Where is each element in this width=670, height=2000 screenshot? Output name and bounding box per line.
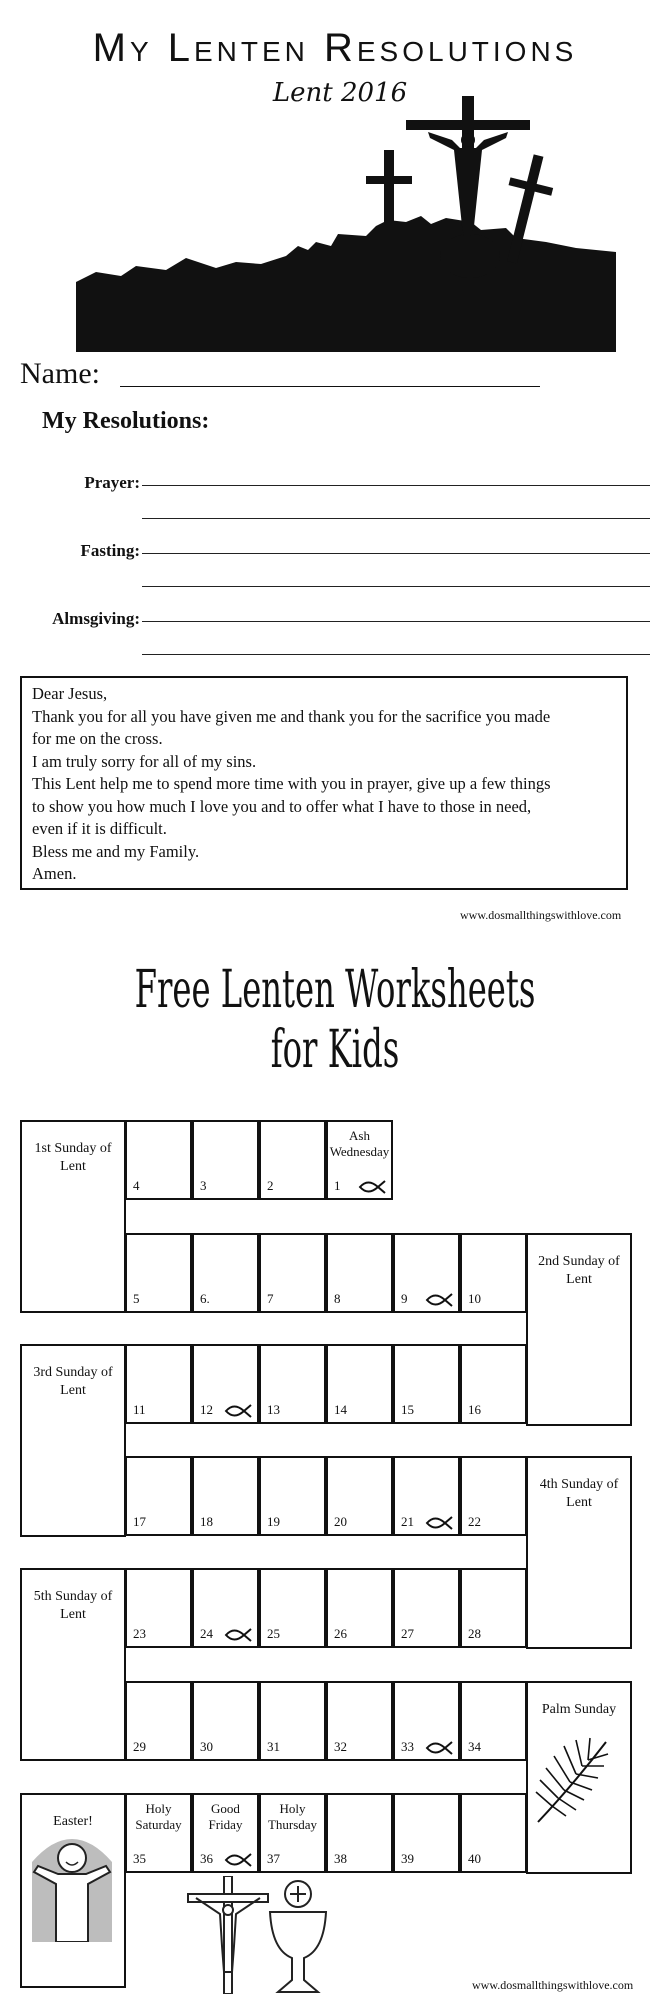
calendar-day-cell[interactable] — [259, 1568, 326, 1648]
sunday-label: Palm Sunday — [541, 1702, 617, 1717]
calendar-day-cell[interactable] — [125, 1681, 192, 1761]
day-number: 37 — [267, 1851, 280, 1866]
calendar-day-cell[interactable] — [259, 1793, 326, 1873]
calendar-day-cell[interactable] — [326, 1681, 393, 1761]
sunday-cell[interactable] — [20, 1120, 126, 1313]
sunday-label: 4th Sunday of Lent — [539, 1477, 619, 1510]
fish-icon — [358, 1180, 386, 1194]
calendar-day-cell[interactable] — [460, 1568, 527, 1648]
name-label: Name: — [20, 357, 100, 390]
calendar-day-cell[interactable] — [192, 1793, 259, 1873]
day-number: 16 — [468, 1402, 481, 1417]
letter-line: This Lent help me to spend more time with you in prayer, give up a few things — [32, 774, 551, 793]
calendar-day-cell[interactable] — [326, 1456, 393, 1536]
sunday-label: 3rd Sunday of Lent — [33, 1365, 113, 1398]
day-number: 23 — [133, 1626, 146, 1641]
calendar-day-cell[interactable] — [192, 1456, 259, 1536]
day-number: 2 — [267, 1178, 274, 1193]
day-number: 1 — [334, 1178, 341, 1193]
calendar-day-cell[interactable] — [460, 1344, 527, 1424]
sunday-label: 1st Sunday of Lent — [34, 1141, 112, 1174]
chalice-host-icon — [266, 1880, 330, 1994]
day-number: 18 — [200, 1514, 213, 1529]
calendar-day-cell[interactable] — [125, 1456, 192, 1536]
worksheet-headline: Free Lenten Worksheets for Kids — [134, 960, 536, 1080]
calendar-day-cell[interactable] — [326, 1568, 393, 1648]
sunday-cell[interactable] — [526, 1456, 632, 1649]
day-number: 40 — [468, 1851, 481, 1866]
day-number: 3 — [200, 1178, 207, 1193]
calendar-day-cell[interactable] — [125, 1120, 192, 1200]
calendar-day-cell[interactable] — [393, 1568, 460, 1648]
day-number: 5 — [133, 1291, 140, 1306]
letter-line: Thank you for all you have given me and thank you for the sacrifice you made — [32, 706, 551, 726]
day-number: 14 — [334, 1402, 347, 1417]
calendar-day-cell[interactable] — [326, 1793, 393, 1873]
calendar-day-cell[interactable] — [192, 1120, 259, 1200]
day-number: 36 — [200, 1851, 213, 1866]
day-number: 9 — [401, 1291, 408, 1306]
day-number: 22 — [468, 1514, 481, 1529]
risen-jesus-icon — [24, 1822, 120, 1942]
calendar-day-cell[interactable] — [460, 1233, 527, 1313]
day-number: 33 — [401, 1739, 414, 1754]
day-number: 32 — [334, 1739, 347, 1754]
fish-icon — [224, 1628, 252, 1642]
day-number: 11 — [133, 1402, 146, 1417]
website-credit-top: www.dosmallthingswithlove.com — [460, 908, 622, 922]
calendar-day-cell[interactable] — [259, 1344, 326, 1424]
calendar-day-cell[interactable] — [192, 1344, 259, 1424]
fasting-label: Fasting: — [80, 541, 140, 560]
calendar-day-cell[interactable] — [192, 1681, 259, 1761]
almsgiving-label: Almsgiving: — [52, 609, 140, 628]
calendar-day-cell[interactable] — [393, 1793, 460, 1873]
calendar-day-cell[interactable] — [393, 1344, 460, 1424]
day-number: 4 — [133, 1178, 140, 1193]
calendar-day-cell[interactable] — [326, 1344, 393, 1424]
calendar-day-cell[interactable] — [125, 1568, 192, 1648]
sunday-label: Easter! — [53, 1814, 93, 1829]
calendar-day-cell[interactable] — [259, 1120, 326, 1200]
calendar-day-cell[interactable] — [326, 1120, 393, 1200]
letter-line: Amen. — [32, 864, 77, 883]
day-number: 39 — [401, 1851, 414, 1866]
day-number: 12 — [200, 1402, 213, 1417]
day-number: 27 — [401, 1626, 414, 1641]
calendar-day-cell[interactable] — [393, 1681, 460, 1761]
calendar-day-cell[interactable] — [460, 1793, 527, 1873]
calendar-day-cell[interactable] — [192, 1568, 259, 1648]
day-number: 34 — [468, 1739, 481, 1754]
letter-line: for me on the cross. — [32, 729, 163, 748]
fish-icon — [425, 1516, 453, 1530]
fish-icon — [425, 1293, 453, 1307]
day-label: Holy Thursday — [267, 1801, 318, 1832]
calendar-day-cell[interactable] — [259, 1681, 326, 1761]
day-number: 26 — [334, 1626, 347, 1641]
page-title: My Lenten Resolutions — [92, 26, 578, 70]
sunday-cell[interactable] — [20, 1568, 126, 1761]
letter-line: even if it is difficult. — [32, 819, 167, 838]
calendar-day-cell[interactable] — [393, 1456, 460, 1536]
calendar-day-cell[interactable] — [259, 1233, 326, 1313]
calendar-day-cell[interactable] — [460, 1681, 527, 1761]
website-credit-bottom: www.dosmallthingswithlove.com — [472, 1978, 634, 1992]
fish-icon — [224, 1404, 252, 1418]
day-label: Good Friday — [208, 1801, 243, 1832]
day-number: 8 — [334, 1291, 341, 1306]
palm-branch-icon — [532, 1736, 612, 1826]
letter-line: I am truly sorry for all of my sins. — [32, 751, 257, 771]
day-number: 35 — [133, 1851, 146, 1866]
calendar-day-cell[interactable] — [192, 1233, 259, 1313]
letter-line: to show you how much I love you and to offer what I have to those in need, — [32, 796, 532, 816]
resolutions-heading: My Resolutions: — [42, 408, 210, 434]
calendar-day-cell[interactable] — [393, 1233, 460, 1313]
letter-line: Dear Jesus, — [32, 684, 108, 703]
day-label: Ash Wednesday — [329, 1128, 390, 1159]
day-number: 38 — [334, 1851, 347, 1866]
calendar-day-cell[interactable] — [125, 1344, 192, 1424]
day-number: 15 — [401, 1402, 414, 1417]
sunday-cell[interactable] — [20, 1344, 126, 1537]
sunday-label: 2nd Sunday of Lent — [538, 1254, 620, 1287]
sunday-label: 5th Sunday of Lent — [33, 1589, 113, 1622]
day-number: 17 — [133, 1514, 146, 1529]
day-number: 24 — [200, 1626, 213, 1641]
calendar-day-cell[interactable] — [125, 1793, 192, 1873]
page-subtitle: Lent 2016 — [272, 78, 408, 108]
day-number: 29 — [133, 1739, 146, 1754]
day-number: 20 — [334, 1514, 347, 1529]
day-number: 7 — [267, 1291, 274, 1306]
day-number: 10 — [468, 1291, 481, 1306]
day-number: 6. — [200, 1291, 210, 1306]
day-number: 28 — [468, 1626, 481, 1641]
crucifix-icon — [186, 1876, 270, 1994]
fish-icon — [425, 1741, 453, 1755]
day-number: 31 — [267, 1739, 280, 1754]
fish-icon — [224, 1853, 252, 1867]
day-label: Holy Saturday — [135, 1801, 182, 1832]
calendar-day-cell[interactable] — [125, 1233, 192, 1313]
calendar-day-cell[interactable] — [259, 1456, 326, 1536]
day-number: 21 — [401, 1514, 414, 1529]
day-number: 30 — [200, 1739, 213, 1754]
prayer-label: Prayer: — [84, 473, 140, 492]
sunday-cell[interactable] — [526, 1233, 632, 1426]
calendar-day-cell[interactable] — [326, 1233, 393, 1313]
letter-line: Bless me and my Family. — [32, 841, 200, 861]
calendar-day-cell[interactable] — [460, 1456, 527, 1536]
day-number: 13 — [267, 1402, 280, 1417]
day-number: 19 — [267, 1514, 280, 1529]
day-number: 25 — [267, 1626, 280, 1641]
